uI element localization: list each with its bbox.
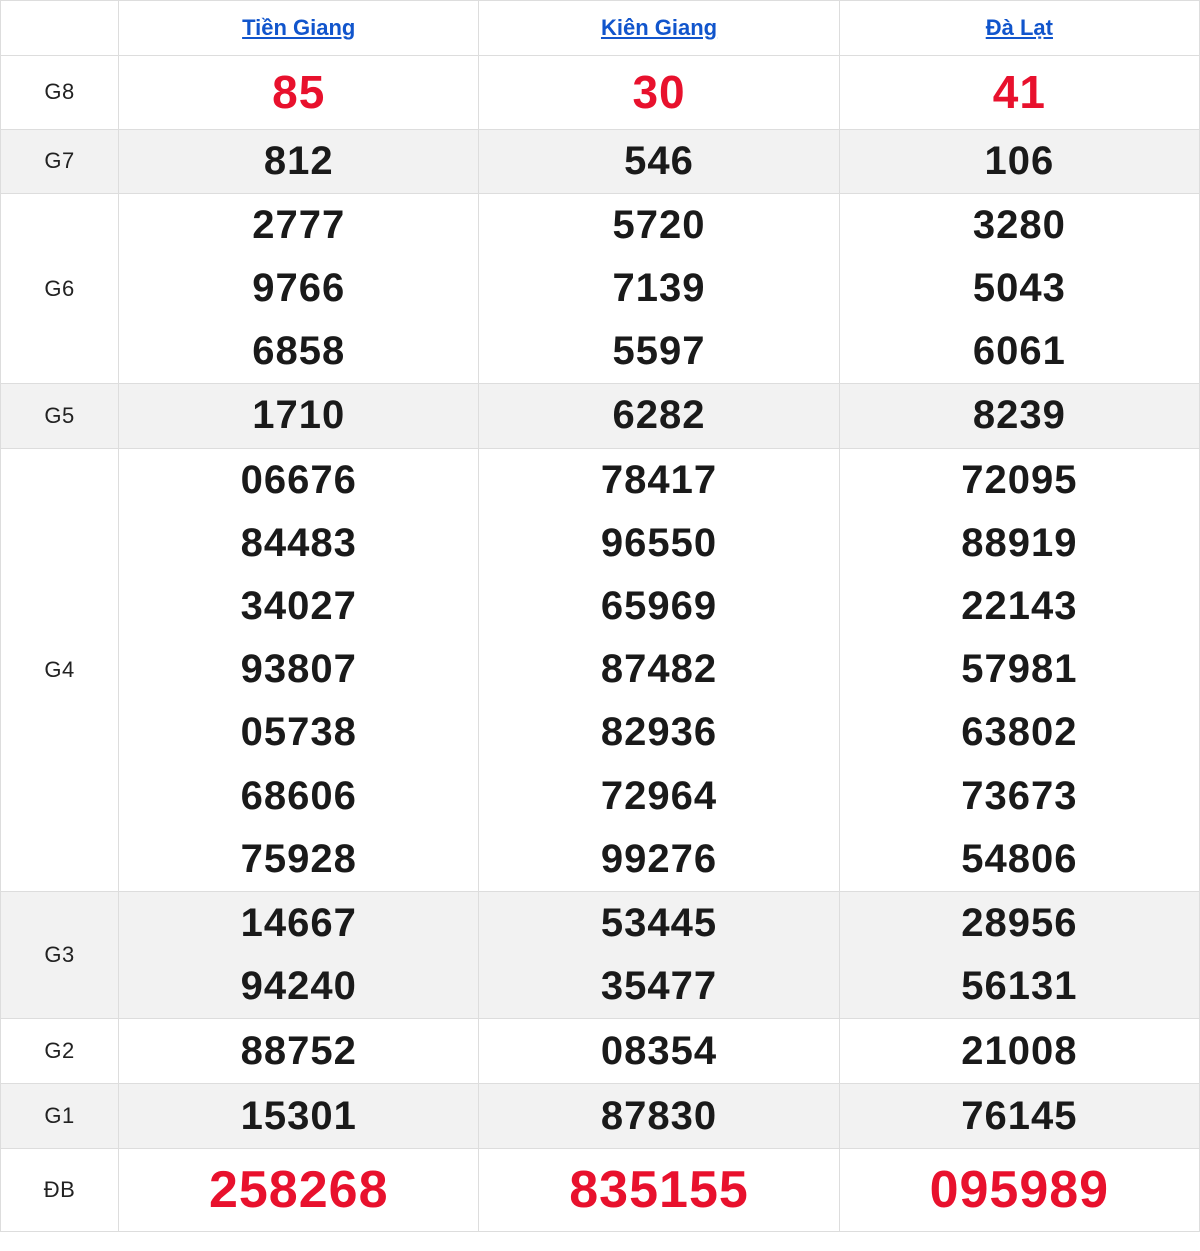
result-cell <box>839 56 1199 130</box>
result-number: 3280 <box>972 202 1066 247</box>
result-number: 6282 <box>612 393 706 438</box>
result-number: 88752 <box>240 1028 357 1073</box>
result-cell <box>119 1019 479 1084</box>
header-province-2 <box>839 1 1199 56</box>
result-number: 5720 <box>612 202 706 247</box>
result-number: 28956 <box>961 900 1078 945</box>
result-number: 7139 <box>612 266 706 311</box>
result-number: 76145 <box>961 1093 1078 1138</box>
result-number: 96550 <box>600 520 718 565</box>
header-province-0 <box>119 1 479 56</box>
result-number: 85 <box>272 66 326 118</box>
result-cell <box>119 891 479 1018</box>
table-row <box>1 891 1200 1018</box>
result-number: 34027 <box>240 583 357 628</box>
result-cell <box>839 1149 1199 1232</box>
result-number: 106 <box>984 138 1055 183</box>
result-number: 82936 <box>600 710 718 755</box>
result-cell <box>839 193 1199 384</box>
result-number: 57981 <box>961 647 1078 692</box>
table-row <box>1 129 1200 193</box>
row-label-7: G1 <box>1 1084 119 1149</box>
result-cell <box>119 448 479 891</box>
result-number: 1710 <box>252 393 346 438</box>
result-cell <box>119 384 479 448</box>
result-cell <box>479 891 839 1018</box>
result-cell <box>839 891 1199 1018</box>
result-number: 05738 <box>240 710 357 755</box>
row-label-2: G6 <box>1 193 119 384</box>
result-cell <box>839 448 1199 891</box>
bottom-spacer <box>0 1232 1200 1240</box>
result-cell <box>119 129 479 193</box>
result-cell <box>119 1084 479 1149</box>
result-number: 63802 <box>961 710 1078 755</box>
result-number: 15301 <box>240 1093 357 1138</box>
result-number: 54806 <box>961 836 1078 881</box>
result-number: 546 <box>624 138 694 183</box>
result-number: 258268 <box>208 1161 389 1220</box>
table-body <box>1 56 1200 1232</box>
result-number: 812 <box>263 138 334 183</box>
result-number: 095989 <box>929 1161 1110 1220</box>
result-number: 2777 <box>252 202 346 247</box>
result-cell <box>479 448 839 891</box>
table-row <box>1 1084 1200 1149</box>
result-number: 93807 <box>240 647 357 692</box>
result-number: 6061 <box>972 329 1066 374</box>
province-link-da-lat[interactable]: Đà Lạt <box>985 15 1053 40</box>
result-number: 8239 <box>972 393 1066 438</box>
result-number: 75928 <box>240 836 357 881</box>
result-number: 56131 <box>961 964 1078 1009</box>
result-number: 5597 <box>612 329 706 374</box>
result-cell <box>479 384 839 448</box>
header-province-1 <box>479 1 839 56</box>
result-cell <box>839 129 1199 193</box>
row-label-8: ĐB <box>1 1149 119 1232</box>
result-number: 9766 <box>252 266 346 311</box>
result-cell <box>479 1149 839 1232</box>
result-cell <box>479 1084 839 1149</box>
province-link-tien-giang[interactable]: Tiền Giang <box>242 15 356 40</box>
result-number: 22143 <box>961 583 1078 628</box>
row-label-3: G5 <box>1 384 119 448</box>
result-number: 73673 <box>961 773 1078 818</box>
result-cell <box>479 1019 839 1084</box>
result-number: 6858 <box>252 329 346 374</box>
result-number: 94240 <box>240 964 357 1009</box>
result-number: 21008 <box>961 1028 1078 1073</box>
result-number: 87830 <box>600 1093 718 1138</box>
header-row <box>1 1 1200 56</box>
table-row <box>1 1149 1200 1232</box>
table-row <box>1 1019 1200 1084</box>
result-cell <box>839 384 1199 448</box>
row-label-1: G7 <box>1 129 119 193</box>
result-number: 835155 <box>569 1161 749 1220</box>
row-label-4: G4 <box>1 448 119 891</box>
result-number: 08354 <box>600 1028 718 1073</box>
table-row <box>1 56 1200 130</box>
result-number: 30 <box>632 66 686 118</box>
result-number: 72964 <box>600 773 718 818</box>
result-number: 53445 <box>600 900 718 945</box>
result-number: 06676 <box>240 457 357 502</box>
result-number: 84483 <box>240 520 357 565</box>
table-row <box>1 384 1200 448</box>
result-cell <box>839 1019 1199 1084</box>
row-label-6: G2 <box>1 1019 119 1084</box>
table-row <box>1 448 1200 891</box>
result-number: 78417 <box>600 457 718 502</box>
row-label-5: G3 <box>1 891 119 1018</box>
result-number: 88919 <box>961 520 1078 565</box>
result-number: 65969 <box>600 583 718 628</box>
result-number: 35477 <box>600 964 718 1009</box>
result-number: 14667 <box>240 900 357 945</box>
result-cell <box>479 193 839 384</box>
result-number: 5043 <box>972 266 1066 311</box>
result-number: 68606 <box>240 773 357 818</box>
row-label-0: G8 <box>1 56 119 130</box>
result-number: 41 <box>992 66 1046 118</box>
header-label-cell <box>1 1 119 56</box>
result-cell <box>479 56 839 130</box>
result-number: 87482 <box>600 647 718 692</box>
result-number: 72095 <box>961 457 1078 502</box>
province-link-kien-giang[interactable]: Kiên Giang <box>600 15 718 40</box>
result-cell <box>119 193 479 384</box>
result-cell <box>479 129 839 193</box>
result-cell <box>119 56 479 130</box>
table-row <box>1 193 1200 384</box>
table-header <box>1 1 1200 56</box>
result-cell <box>119 1149 479 1232</box>
result-cell <box>839 1084 1199 1149</box>
result-number: 99276 <box>600 836 718 881</box>
